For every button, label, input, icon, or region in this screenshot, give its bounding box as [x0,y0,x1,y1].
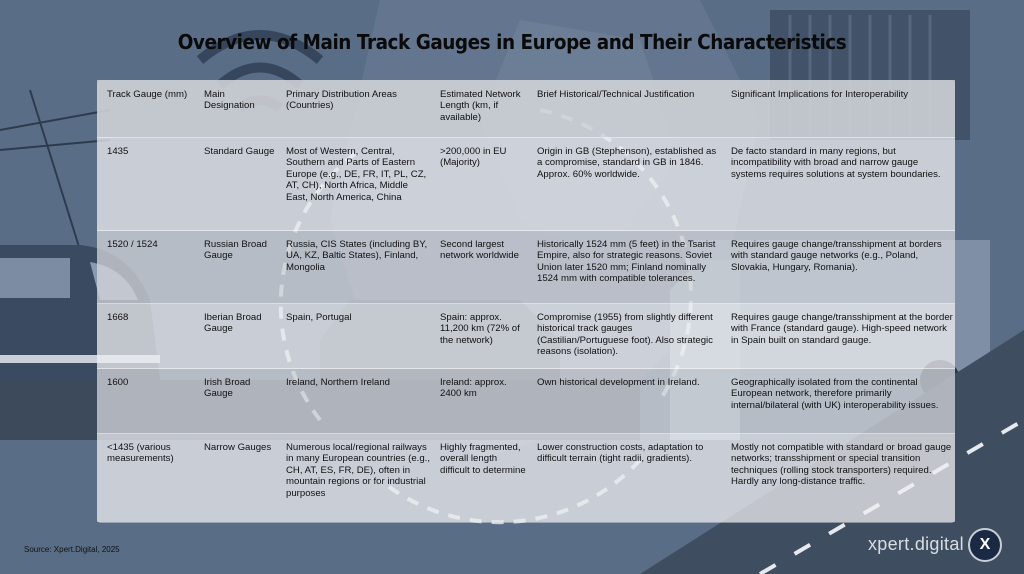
table-row [97,231,955,304]
cell-track-gauge: 1435 [107,146,129,157]
cell-network-length: Ireland: approx. 2400 km [440,377,507,400]
column-header-distribution-areas: Primary Distribution Areas (Countries) [286,89,397,112]
table-row [97,434,955,523]
cell-main-designation: Russian Broad Gauge [204,239,267,262]
cell-justification: Historically 1524 mm (5 feet) in the Tsarist Empire, also for strategic reasons. Soviet Union later 1520 mm; Finland nominally 1524 mm with compatible tolerances. [537,239,716,285]
table-row [97,369,955,434]
cell-interoperability: De facto standard in many regions, but incompatibility with broad and narrow gauge systems requires solutions at system boundaries. [731,146,941,180]
cell-main-designation: Narrow Gauges [204,442,272,453]
cell-network-length: Second largest network worldwide [440,239,519,262]
table-row [97,138,955,231]
table-header-row [97,80,955,138]
column-header-track-gauge: Track Gauge (mm) [107,89,188,100]
source-note: Source: Xpert.Digital, 2025 [24,545,120,554]
cell-interoperability: Requires gauge change/transshipment at the border with France (standard gauge). High-speed network in Spain built on standard gauge. [731,312,953,346]
cell-interoperability: Requires gauge change/transshipment at borders with standard gauge networks (e.g., Poland, Slovakia, Hungary, Romania). [731,239,942,273]
cell-track-gauge: <1435 (various measurements) [107,442,174,465]
cell-interoperability: Geographically isolated from the continental European network, therefore primarily internal/bilateral (with UK) interoperability issues. [731,377,939,411]
column-header-main-designation: Main Designation [204,89,255,112]
cell-network-length: Highly fragmented, overall length difficult to determine [440,442,526,476]
cell-network-length: Spain: approx. 11,200 km (72% of the network) [440,312,520,346]
cell-justification: Compromise (1955) from slightly different historical track gauges (Castilian/Portuguese foot). Also strategic reasons (isolation). [537,312,713,358]
brand-logo-icon[interactable]: X [968,528,1002,562]
cell-distribution-areas: Russia, CIS States (including BY, UA, KZ, Baltic States), Finland, Mongolia [286,239,428,273]
cell-track-gauge: 1520 / 1524 [107,239,158,250]
cell-network-length: >200,000 in EU (Majority) [440,146,507,169]
gauges-table [97,80,955,522]
cell-main-designation: Irish Broad Gauge [204,377,251,400]
cell-justification: Lower construction costs, adaptation to difficult terrain (tight radii, gradients). [537,442,704,465]
cell-track-gauge: 1668 [107,312,129,323]
cell-distribution-areas: Ireland, Northern Ireland [286,377,390,388]
cell-interoperability: Mostly not compatible with standard or broad gauge networks; transshipment or special transition techniques (rolling stock transporters) required. Hardly any long-distance traffic. [731,442,952,488]
page-title: Overview of Main Track Gauges in Europe and Their Characteristics [177,30,847,54]
brand-logo-text[interactable]: xpert.digital [868,534,964,554]
column-header-interoperability: Significant Implications for Interoperability [731,89,909,100]
cell-distribution-areas: Spain, Portugal [286,312,352,323]
cell-distribution-areas: Most of Western, Central, Southern and Parts of Eastern Europe (e.g., DE, FR, IT, PL, CZ, AT, CH), North Africa, Middle East, North America, China [286,146,427,203]
cell-justification: Origin in GB (Stephenson), established as a compromise, standard in GB in 1846. Approx. 60% worldwide. [537,146,717,180]
column-header-justification: Brief Historical/Technical Justification [537,89,695,100]
cell-track-gauge: 1600 [107,377,129,388]
cell-justification: Own historical development in Ireland. [537,377,700,388]
column-header-network-length: Estimated Network Length (km, if available) [440,89,521,123]
cell-distribution-areas: Numerous local/regional railways in many European countries (e.g., CH, AT, ES, FR, DE), often in mountain regions or for industrial purposes [286,442,430,499]
table-row [97,304,955,369]
cell-main-designation: Iberian Broad Gauge [204,312,262,335]
cell-main-designation: Standard Gauge [204,146,275,157]
